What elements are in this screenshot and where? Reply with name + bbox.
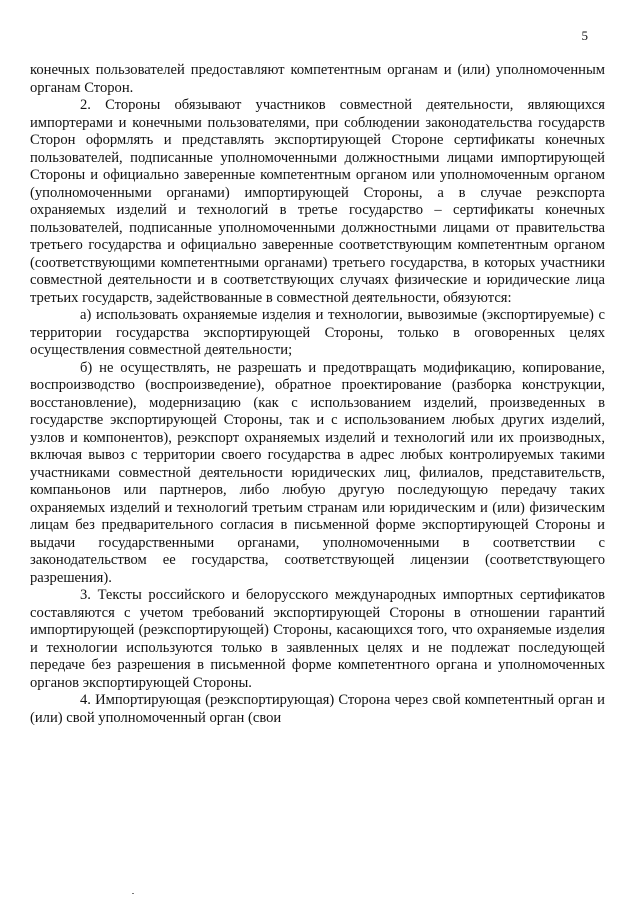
paragraph-subclause-a: а) использовать охраняемые изделия и технологии, вывозимые (экспортируемые) с территории государства экспортирующей Стороны, только в оговоренных целях осуществления совместной деятельности;: [30, 307, 605, 358]
scan-artifact-dot: [132, 893, 134, 894]
paragraph-continuation: конечных пользователей предоставляют компетентным органам и (или) уполномоченным органам Сторон.: [30, 62, 605, 96]
paragraph-clause-4: 4. Импортирующая (реэкспортирующая) Сторона через свой компетентный орган и (или) свой уполномоченный орган (свои: [30, 692, 605, 726]
paragraph-clause-2: 2. Стороны обязывают участников совместной деятельности, являющихся импортерами и конечными пользователями, при соблюдении законодательства государств Сторон оформлять и представлять экспортирующей Стороне сертификаты конечных пользователей, подписанные уполномоченными должностными лицами импортирующей Стороны и официально заверенные компетентным органом или уполномоченным органом (уполномоченными органами) импортирующей Стороны, а в случае реэкспорта охраняемых изделий и технологий в третье государство – сертификаты конечных пользователей, подписанные уполномоченными должностными лицами от правительства третьего государства и официально заверенные соответствующим компетентным органом (соответствующими компетентными органами) третьего государства, в которых участники совместной деятельности и в соответствующих случаях физические и юридические лица третьих государств, задействованные в совместной деятельности, обязуются:: [30, 97, 605, 306]
page-number: 5: [581, 28, 588, 43]
paragraph-subclause-b: б) не осуществлять, не разрешать и предотвращать модификацию, копирование, воспроизводство (воспроизведение), обратное проектирование (разборка конструкции, восстановление), модернизацию (как с использованием изделий, произведенных в государстве экспортирующей Стороны, так и с использованием любых других изделий, узлов и компонентов), реэкспорт охраняемых изделий и технологий или их производных, включая вывоз с территории своего государства в адрес любых контролируемых такими участниками совместной деятельности юридических лиц, филиалов, представительств, компаньонов или партнеров, либо любую другую последующую передачу таких охраняемых изделий и технологий третьим странам или юридическим и (или) физическим лицам без предварительного согласия в письменной форме экспортирующей Стороны и выдачи государственными органами, уполномоченными в соответствии с законодательством ее государства, соответствующей лицензии (соответствующего разрешения).: [30, 359, 605, 586]
paragraph-clause-3: 3. Тексты российского и белорусского международных импортных сертификатов составляются с учетом требований экспортирующей Стороны в отношении гарантий импортирующей (реэкспортирующей) Стороны, касающихся того, что охраняемые изделия и технологии используются только в заявленных целях и не подлежат последующей передаче без разрешения в письменной форме компетентного органа и уполномоченных органов экспортирующей Стороны.: [30, 587, 605, 691]
document-body: [30, 62, 605, 727]
